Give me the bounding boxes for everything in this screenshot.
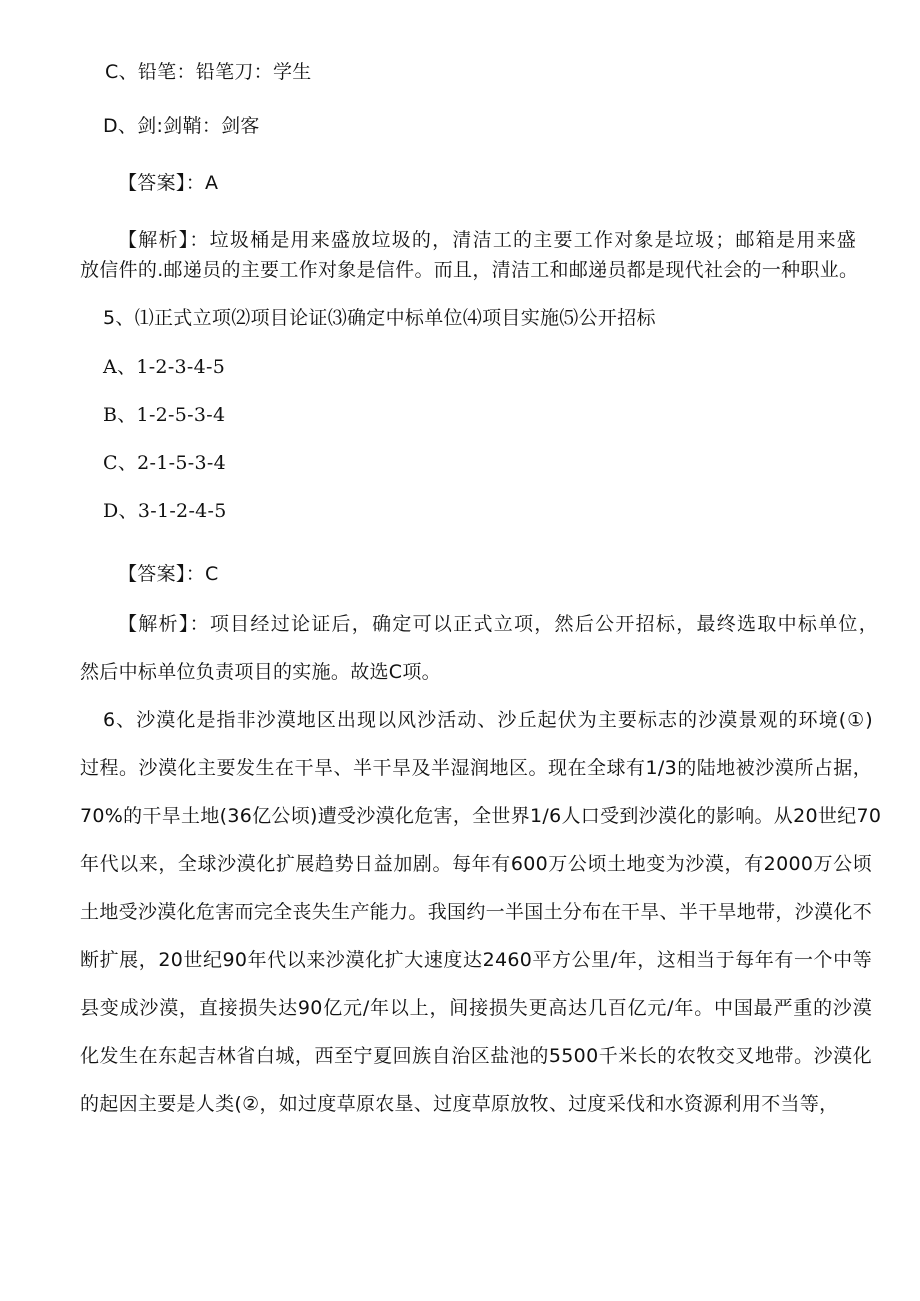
q6-line-2: 过程。沙漠化主要发生在干旱、半干旱及半湿润地区。现在全球有1/3的陆地被沙漠所占据， (80, 757, 872, 779)
q6-line-9: 的起因主要是人类(②，如过度草原农垦、过度草原放牧、过度采伐和水资源利用不当等， (80, 1093, 839, 1115)
q6-line-5: 土地受沙漠化危害而完全丧失生产能力。我国约一半国土分布在干旱、半干旱地带，沙漠化不 (80, 901, 872, 923)
q5-analysis-line-1: 【解析】：项目经过论证后，确定可以正式立项，然后公开招标，最终选取中标单位， (118, 613, 878, 635)
q5-option-c: C、2-1-5-3-4 (103, 452, 226, 474)
q5-answer: 【答案】：C (118, 563, 219, 585)
q5-option-d: D、3-1-2-4-5 (103, 500, 227, 522)
q6-line-4: 年代以来，全球沙漠化扩展趋势日益加剧。每年有600万公顷土地变为沙漠，有2000万公顷 (80, 853, 872, 875)
q5-option-b: B、1-2-5-3-4 (103, 404, 226, 426)
q4-option-d: D、剑:剑鞘：剑客 (103, 115, 260, 137)
q6-line-3: 70%的干旱土地(36亿公顷)遭受沙漠化危害，全世界1/6人口受到沙漠化的影响。从20世纪70 (80, 805, 882, 827)
q4-answer: 【答案】：A (118, 172, 219, 194)
q4-option-c: C、铅笔：铅笔刀：学生 (105, 61, 312, 83)
q6-line-7: 县变成沙漠，直接损失达90亿元/年以上，间接损失更高达几百亿元/年。中国最严重的沙漠 (80, 997, 872, 1019)
q5-stem: 5、⑴正式立项⑵项目论证⑶确定中标单位⑷项目实施⑸公开招标 (103, 307, 656, 329)
q4-analysis-line-1: 【解析】：垃圾桶是用来盛放垃圾的，清洁工的主要工作对象是垃圾；邮箱是用来盛 (118, 229, 856, 251)
q6-line-1: 6、沙漠化是指非沙漠地区出现以风沙活动、沙丘起伏为主要标志的沙漠景观的环境(①) (103, 709, 873, 731)
q6-line-8: 化发生在东起吉林省白城，西至宁夏回族自治区盐池的5500千米长的农牧交叉地带。沙漠化 (80, 1045, 872, 1067)
q5-analysis-line-2: 然后中标单位负责项目的实施。故选C项。 (80, 661, 441, 683)
q4-analysis-line-2: 放信件的.邮递员的主要工作对象是信件。而且，清洁工和邮递员都是现代社会的一种职业。 (80, 259, 859, 281)
q5-option-a: A、1-2-3-4-5 (103, 356, 226, 378)
q6-line-6: 断扩展，20世纪90年代以来沙漠化扩大速度达2460平方公里/年，这相当于每年有一个中等 (80, 949, 872, 971)
